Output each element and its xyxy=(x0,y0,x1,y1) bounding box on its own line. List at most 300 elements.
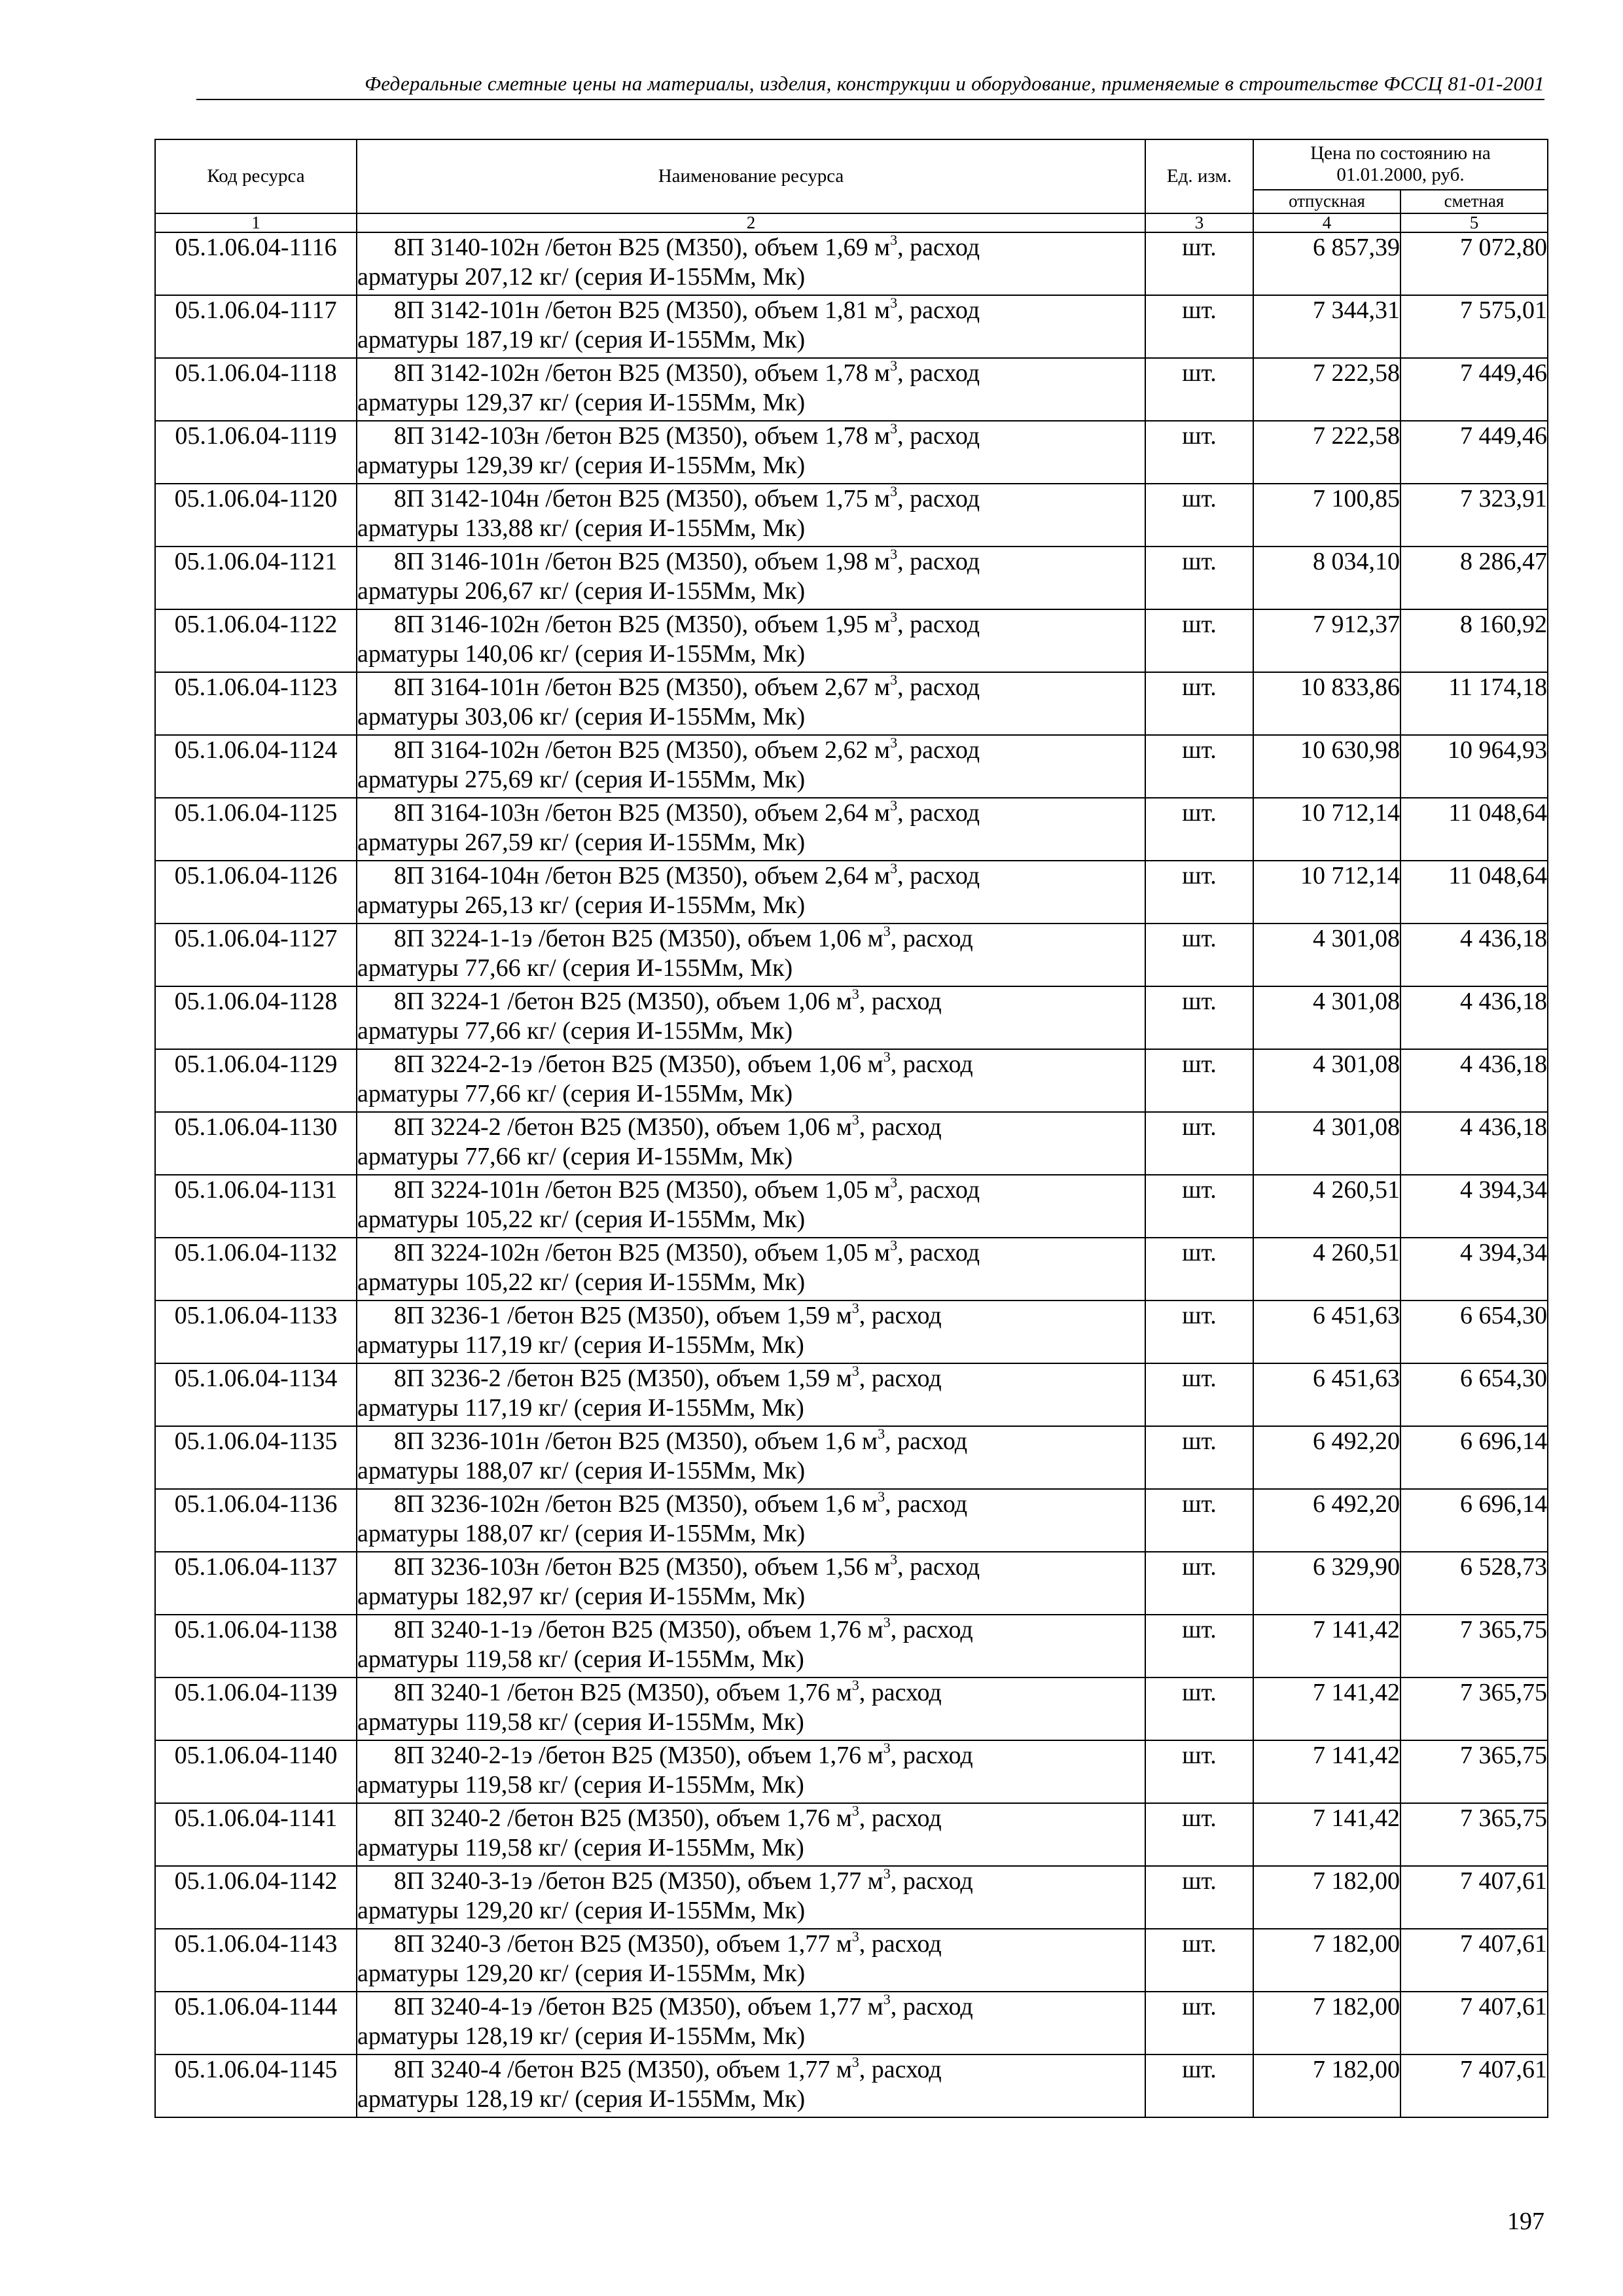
resource-name-line1: 8П 3142-102н /бетон В25 (М350), объем 1,78 м xyxy=(394,359,891,387)
column-number: 4 xyxy=(1253,213,1400,232)
cubic-superscript: 3 xyxy=(890,734,898,751)
estimate-price: 6 696,14 xyxy=(1400,1426,1548,1489)
resource-code: 05.1.06.04-1133 xyxy=(155,1300,357,1363)
resource-name-line1: 8П 3164-102н /бетон В25 (М350), объем 2,62 м xyxy=(394,736,891,764)
resource-code: 05.1.06.04-1128 xyxy=(155,986,357,1049)
header-price-group: Цена по состоянию на 01.01.2000, руб. xyxy=(1253,139,1548,190)
resource-name-line1-tail: , расход xyxy=(890,1992,973,2020)
estimate-price: 4 394,34 xyxy=(1400,1238,1548,1300)
resource-name-line1: 8П 3236-1 /бетон В25 (М350), объем 1,59 м xyxy=(394,1301,852,1329)
resource-name xyxy=(357,1175,1145,1238)
resource-name-line1: 8П 3224-2 /бетон В25 (М350), объем 1,06 м xyxy=(394,1113,852,1141)
resource-code: 05.1.06.04-1137 xyxy=(155,1552,357,1615)
table-row xyxy=(155,1363,1548,1426)
resource-name-line2: арматуры 267,59 кг/ (серия И-155Мм, Мк) xyxy=(357,828,806,856)
resource-name-line2: арматуры 119,58 кг/ (серия И-155Мм, Мк) xyxy=(357,1645,804,1673)
unit-of-measure: шт. xyxy=(1145,421,1253,484)
resource-name-line1-tail: , расход xyxy=(859,1678,942,1706)
resource-name xyxy=(357,924,1145,986)
resource-name-line1: 8П 3240-3-1э /бетон В25 (М350), объем 1,77 м xyxy=(394,1867,883,1895)
cubic-superscript: 3 xyxy=(878,1488,885,1505)
resource-name-line2: арматуры 77,66 кг/ (серия И-155Мм, Мк) xyxy=(357,954,793,982)
release-price: 4 301,08 xyxy=(1253,1049,1400,1112)
resource-name xyxy=(357,1740,1145,1803)
resource-name-line2: арматуры 77,66 кг/ (серия И-155Мм, Мк) xyxy=(357,1016,793,1045)
resource-name-line1-tail: , расход xyxy=(897,1175,980,1204)
table-body xyxy=(155,232,1548,2117)
cubic-superscript: 3 xyxy=(883,1865,891,1882)
cubic-superscript: 3 xyxy=(890,1174,898,1191)
page-number: 197 xyxy=(1507,2208,1544,2235)
unit-of-measure: шт. xyxy=(1145,609,1253,672)
resource-name-line2: арматуры 207,12 кг/ (серия И-155Мм, Мк) xyxy=(357,262,806,291)
cubic-superscript: 3 xyxy=(851,2053,859,2070)
unit-of-measure: шт. xyxy=(1145,484,1253,547)
resource-name-line2: арматуры 275,69 кг/ (серия И-155Мм, Мк) xyxy=(357,765,806,793)
table-row xyxy=(155,1992,1548,2054)
resource-name xyxy=(357,1992,1145,2054)
table-row xyxy=(155,1866,1548,1929)
header-name: Наименование ресурса xyxy=(357,139,1145,213)
cubic-superscript: 3 xyxy=(883,1990,891,2007)
resource-code: 05.1.06.04-1132 xyxy=(155,1238,357,1300)
estimate-price: 11 174,18 xyxy=(1400,672,1548,735)
resource-name-line1-tail: , расход xyxy=(885,1490,968,1518)
resource-name-line1: 8П 3240-1-1э /бетон В25 (М350), объем 1,76 м xyxy=(394,1615,883,1643)
cubic-superscript: 3 xyxy=(851,1299,859,1316)
resource-name xyxy=(357,1677,1145,1740)
table-row xyxy=(155,1489,1548,1552)
release-price: 7 182,00 xyxy=(1253,1929,1400,1992)
release-price: 10 712,14 xyxy=(1253,861,1400,924)
resource-code: 05.1.06.04-1121 xyxy=(155,547,357,609)
resource-name-line1: 8П 3224-1-1э /бетон В25 (М350), объем 1,06 м xyxy=(394,924,883,952)
resource-name-line2: арматуры 303,06 кг/ (серия И-155Мм, Мк) xyxy=(357,702,806,730)
resource-name-line1: 8П 3224-1 /бетон В25 (М350), объем 1,06 м xyxy=(394,987,852,1015)
release-price: 4 260,51 xyxy=(1253,1238,1400,1300)
resource-name xyxy=(357,1615,1145,1677)
resource-name xyxy=(357,1300,1145,1363)
cubic-superscript: 3 xyxy=(890,231,898,248)
table-row xyxy=(155,232,1548,295)
resource-name xyxy=(357,358,1145,421)
resource-name xyxy=(357,1049,1145,1112)
release-price: 4 260,51 xyxy=(1253,1175,1400,1238)
table-row xyxy=(155,547,1548,609)
resource-name-line1-tail: , расход xyxy=(859,987,942,1015)
estimate-price: 4 436,18 xyxy=(1400,986,1548,1049)
release-price: 4 301,08 xyxy=(1253,986,1400,1049)
unit-of-measure: шт. xyxy=(1145,1175,1253,1238)
unit-of-measure: шт. xyxy=(1145,1740,1253,1803)
estimate-price: 7 365,75 xyxy=(1400,1803,1548,1866)
estimate-price: 7 407,61 xyxy=(1400,1866,1548,1929)
resource-name-line1: 8П 3240-1 /бетон В25 (М350), объем 1,76 м xyxy=(394,1678,852,1706)
resource-name-line2: арматуры 265,13 кг/ (серия И-155Мм, Мк) xyxy=(357,891,806,919)
release-price: 7 141,42 xyxy=(1253,1677,1400,1740)
resource-name-line1: 8П 3236-102н /бетон В25 (М350), объем 1,6 м xyxy=(394,1490,878,1518)
resource-code: 05.1.06.04-1125 xyxy=(155,798,357,861)
resource-code: 05.1.06.04-1145 xyxy=(155,2054,357,2117)
resource-name-line1-tail: , расход xyxy=(897,861,980,889)
resource-name-line2: арматуры 77,66 кг/ (серия И-155Мм, Мк) xyxy=(357,1079,793,1107)
cubic-superscript: 3 xyxy=(890,1551,898,1568)
resource-name xyxy=(357,672,1145,735)
estimate-price: 11 048,64 xyxy=(1400,861,1548,924)
unit-of-measure: шт. xyxy=(1145,986,1253,1049)
resource-name-line1: 8П 3240-4 /бетон В25 (М350), объем 1,77 м xyxy=(394,2055,852,2083)
column-number: 2 xyxy=(357,213,1145,232)
release-price: 7 182,00 xyxy=(1253,2054,1400,2117)
release-price: 7 141,42 xyxy=(1253,1615,1400,1677)
table-row xyxy=(155,798,1548,861)
resource-code: 05.1.06.04-1139 xyxy=(155,1677,357,1740)
resource-name xyxy=(357,735,1145,798)
resource-name-line1-tail: , расход xyxy=(890,1050,973,1078)
resource-name-line2: арматуры 129,20 кг/ (серия И-155Мм, Мк) xyxy=(357,1959,806,1987)
unit-of-measure: шт. xyxy=(1145,1615,1253,1677)
cubic-superscript: 3 xyxy=(878,1425,885,1442)
table-row xyxy=(155,672,1548,735)
resource-code: 05.1.06.04-1138 xyxy=(155,1615,357,1677)
resource-name-line1-tail: , расход xyxy=(859,1804,942,1832)
resource-name-line2: арматуры 105,22 кг/ (серия И-155Мм, Мк) xyxy=(357,1268,806,1296)
resource-name-line2: арматуры 119,58 кг/ (серия И-155Мм, Мк) xyxy=(357,1708,804,1736)
resource-name xyxy=(357,1489,1145,1552)
unit-of-measure: шт. xyxy=(1145,2054,1253,2117)
cubic-superscript: 3 xyxy=(890,1236,898,1253)
cubic-superscript: 3 xyxy=(883,1613,891,1630)
release-price: 8 034,10 xyxy=(1253,547,1400,609)
unit-of-measure: шт. xyxy=(1145,1363,1253,1426)
resource-code: 05.1.06.04-1135 xyxy=(155,1426,357,1489)
resource-name-line1-tail: , расход xyxy=(897,1238,980,1266)
unit-of-measure: шт. xyxy=(1145,1489,1253,1552)
release-price: 6 329,90 xyxy=(1253,1552,1400,1615)
resource-code: 05.1.06.04-1118 xyxy=(155,358,357,421)
resource-name-line1-tail: , расход xyxy=(859,1301,942,1329)
cubic-superscript: 3 xyxy=(851,1928,859,1945)
resource-price-table xyxy=(154,139,1548,2118)
estimate-price: 4 394,34 xyxy=(1400,1175,1548,1238)
resource-code: 05.1.06.04-1131 xyxy=(155,1175,357,1238)
unit-of-measure: шт. xyxy=(1145,735,1253,798)
estimate-price: 4 436,18 xyxy=(1400,1112,1548,1175)
resource-name-line1: 8П 3142-101н /бетон В25 (М350), объем 1,81 м xyxy=(394,296,891,324)
column-number: 3 xyxy=(1145,213,1253,232)
resource-name-line1: 8П 3164-101н /бетон В25 (М350), объем 2,67 м xyxy=(394,673,891,701)
release-price: 6 857,39 xyxy=(1253,232,1400,295)
cubic-superscript: 3 xyxy=(890,482,898,499)
release-price: 7 141,42 xyxy=(1253,1740,1400,1803)
unit-of-measure: шт. xyxy=(1145,1803,1253,1866)
table-row xyxy=(155,1300,1548,1363)
estimate-price: 10 964,93 xyxy=(1400,735,1548,798)
table-row xyxy=(155,2054,1548,2117)
table-row xyxy=(155,358,1548,421)
table-row xyxy=(155,1803,1548,1866)
header-code: Код ресурса xyxy=(155,139,357,213)
resource-code: 05.1.06.04-1141 xyxy=(155,1803,357,1866)
header-estimate-price: сметная xyxy=(1400,190,1548,213)
resource-name-line1-tail: , расход xyxy=(859,1364,942,1392)
estimate-price: 7 072,80 xyxy=(1400,232,1548,295)
cubic-superscript: 3 xyxy=(851,1802,859,1819)
resource-name-line1: 8П 3240-4-1э /бетон В25 (М350), объем 1,77 м xyxy=(394,1992,883,2020)
resource-name-line1: 8П 3240-2-1э /бетон В25 (М350), объем 1,76 м xyxy=(394,1741,883,1769)
estimate-price: 7 449,46 xyxy=(1400,421,1548,484)
unit-of-measure: шт. xyxy=(1145,1112,1253,1175)
cubic-superscript: 3 xyxy=(890,357,898,374)
resource-code: 05.1.06.04-1144 xyxy=(155,1992,357,2054)
unit-of-measure: шт. xyxy=(1145,1300,1253,1363)
resource-code: 05.1.06.04-1123 xyxy=(155,672,357,735)
resource-name xyxy=(357,232,1145,295)
resource-name-line1-tail: , расход xyxy=(859,1113,942,1141)
estimate-price: 6 528,73 xyxy=(1400,1552,1548,1615)
estimate-price: 6 654,30 xyxy=(1400,1363,1548,1426)
header-release-price: отпускная xyxy=(1253,190,1400,213)
resource-name-line1: 8П 3236-2 /бетон В25 (М350), объем 1,59 м xyxy=(394,1364,852,1392)
cubic-superscript: 3 xyxy=(851,1362,859,1379)
unit-of-measure: шт. xyxy=(1145,1552,1253,1615)
resource-name-line2: арматуры 140,06 кг/ (серия И-155Мм, Мк) xyxy=(357,639,806,668)
table-row xyxy=(155,609,1548,672)
table-row xyxy=(155,1615,1548,1677)
unit-of-measure: шт. xyxy=(1145,358,1253,421)
resource-name-line2: арматуры 117,19 кг/ (серия И-155Мм, Мк) xyxy=(357,1393,804,1422)
resource-name xyxy=(357,1426,1145,1489)
release-price: 7 100,85 xyxy=(1253,484,1400,547)
cubic-superscript: 3 xyxy=(890,420,898,437)
resource-name xyxy=(357,609,1145,672)
resource-name-line1: 8П 3240-2 /бетон В25 (М350), объем 1,76 м xyxy=(394,1804,852,1832)
column-number: 1 xyxy=(155,213,357,232)
release-price: 6 492,20 xyxy=(1253,1489,1400,1552)
table-row xyxy=(155,735,1548,798)
resource-name-line2: арматуры 188,07 кг/ (серия И-155Мм, Мк) xyxy=(357,1519,806,1547)
resource-name xyxy=(357,1803,1145,1866)
resource-name-line2: арматуры 133,88 кг/ (серия И-155Мм, Мк) xyxy=(357,514,806,542)
resource-name-line2: арматуры 129,20 кг/ (серия И-155Мм, Мк) xyxy=(357,1896,806,1924)
unit-of-measure: шт. xyxy=(1145,1992,1253,2054)
resource-code: 05.1.06.04-1140 xyxy=(155,1740,357,1803)
estimate-price: 7 407,61 xyxy=(1400,1992,1548,2054)
resource-name-line2: арматуры 77,66 кг/ (серия И-155Мм, Мк) xyxy=(357,1142,793,1170)
estimate-price: 4 436,18 xyxy=(1400,924,1548,986)
resource-name-line1-tail: , расход xyxy=(885,1427,968,1455)
resource-name-line1: 8П 3164-103н /бетон В25 (М350), объем 2,64 м xyxy=(394,798,891,827)
resource-name-line1: 8П 3140-102н /бетон В25 (М350), объем 1,69 м xyxy=(394,233,891,261)
resource-code: 05.1.06.04-1116 xyxy=(155,232,357,295)
resource-name xyxy=(357,986,1145,1049)
table-row xyxy=(155,1175,1548,1238)
running-header: Федеральные сметные цены на материалы, изделия, конструкции и оборудование, применяемые в строительстве ФССЦ 81-01-2001 xyxy=(196,73,1544,100)
resource-name-line1: 8П 3236-101н /бетон В25 (М350), объем 1,6 м xyxy=(394,1427,878,1455)
table-row xyxy=(155,1049,1548,1112)
header-unit: Ед. изм. xyxy=(1145,139,1253,213)
resource-name-line1: 8П 3142-104н /бетон В25 (М350), объем 1,75 м xyxy=(394,484,891,512)
unit-of-measure: шт. xyxy=(1145,1866,1253,1929)
estimate-price: 4 436,18 xyxy=(1400,1049,1548,1112)
resource-name xyxy=(357,1112,1145,1175)
cubic-superscript: 3 xyxy=(851,1676,859,1693)
estimate-price: 7 407,61 xyxy=(1400,1929,1548,1992)
resource-name xyxy=(357,295,1145,358)
release-price: 10 833,86 xyxy=(1253,672,1400,735)
estimate-price: 7 365,75 xyxy=(1400,1615,1548,1677)
estimate-price: 6 654,30 xyxy=(1400,1300,1548,1363)
cubic-superscript: 3 xyxy=(883,922,891,939)
resource-code: 05.1.06.04-1143 xyxy=(155,1929,357,1992)
resource-code: 05.1.06.04-1117 xyxy=(155,295,357,358)
resource-name-line1-tail: , расход xyxy=(897,359,980,387)
release-price: 4 301,08 xyxy=(1253,1112,1400,1175)
estimate-price: 8 286,47 xyxy=(1400,547,1548,609)
cubic-superscript: 3 xyxy=(890,545,898,562)
resource-name-line1-tail: , расход xyxy=(897,296,980,324)
estimate-price: 7 365,75 xyxy=(1400,1677,1548,1740)
resource-name-line1: 8П 3146-102н /бетон В25 (М350), объем 1,95 м xyxy=(394,610,891,638)
resource-name-line1: 8П 3164-104н /бетон В25 (М350), объем 2,64 м xyxy=(394,861,891,889)
resource-name-line1-tail: , расход xyxy=(859,1929,942,1958)
resource-name-line1-tail: , расход xyxy=(890,1615,973,1643)
table-row xyxy=(155,1740,1548,1803)
unit-of-measure: шт. xyxy=(1145,798,1253,861)
resource-name-line1-tail: , расход xyxy=(890,1741,973,1769)
resource-name-line1: 8П 3240-3 /бетон В25 (М350), объем 1,77 м xyxy=(394,1929,852,1958)
table-row xyxy=(155,1677,1548,1740)
resource-name-line1-tail: , расход xyxy=(897,610,980,638)
table-row xyxy=(155,421,1548,484)
resource-name xyxy=(357,547,1145,609)
resource-code: 05.1.06.04-1122 xyxy=(155,609,357,672)
estimate-price: 7 323,91 xyxy=(1400,484,1548,547)
unit-of-measure: шт. xyxy=(1145,1929,1253,1992)
table-row xyxy=(155,1552,1548,1615)
resource-name-line1-tail: , расход xyxy=(859,2055,942,2083)
release-price: 10 630,98 xyxy=(1253,735,1400,798)
unit-of-measure: шт. xyxy=(1145,924,1253,986)
table-row xyxy=(155,484,1548,547)
unit-of-measure: шт. xyxy=(1145,1049,1253,1112)
resource-name-line2: арматуры 128,19 кг/ (серия И-155Мм, Мк) xyxy=(357,2085,806,2113)
cubic-superscript: 3 xyxy=(890,797,898,814)
resource-code: 05.1.06.04-1127 xyxy=(155,924,357,986)
release-price: 7 141,42 xyxy=(1253,1803,1400,1866)
cubic-superscript: 3 xyxy=(883,1048,891,1065)
resource-code: 05.1.06.04-1124 xyxy=(155,735,357,798)
resource-name-line2: арматуры 128,19 кг/ (серия И-155Мм, Мк) xyxy=(357,2022,806,2050)
release-price: 7 222,58 xyxy=(1253,421,1400,484)
resource-name-line2: арматуры 129,39 кг/ (серия И-155Мм, Мк) xyxy=(357,451,806,479)
table-row xyxy=(155,1929,1548,1992)
resource-name-line1: 8П 3142-103н /бетон В25 (М350), объем 1,78 м xyxy=(394,422,891,450)
resource-name-line2: арматуры 182,97 кг/ (серия И-155Мм, Мк) xyxy=(357,1582,806,1610)
unit-of-measure: шт. xyxy=(1145,547,1253,609)
cubic-superscript: 3 xyxy=(890,294,898,311)
unit-of-measure: шт. xyxy=(1145,861,1253,924)
unit-of-measure: шт. xyxy=(1145,672,1253,735)
column-number: 5 xyxy=(1400,213,1548,232)
resource-name-line2: арматуры 119,58 кг/ (серия И-155Мм, Мк) xyxy=(357,1833,804,1861)
resource-name-line1-tail: , расход xyxy=(890,1867,973,1895)
unit-of-measure: шт. xyxy=(1145,1677,1253,1740)
estimate-price: 11 048,64 xyxy=(1400,798,1548,861)
resource-name-line1-tail: , расход xyxy=(897,798,980,827)
resource-code: 05.1.06.04-1119 xyxy=(155,421,357,484)
resource-name xyxy=(357,421,1145,484)
resource-code: 05.1.06.04-1126 xyxy=(155,861,357,924)
resource-name xyxy=(357,1929,1145,1992)
unit-of-measure: шт. xyxy=(1145,1426,1253,1489)
resource-name xyxy=(357,1363,1145,1426)
table-row xyxy=(155,1238,1548,1300)
resource-name-line2: арматуры 187,19 кг/ (серия И-155Мм, Мк) xyxy=(357,325,806,353)
resource-name-line2: арматуры 119,58 кг/ (серия И-155Мм, Мк) xyxy=(357,1770,804,1799)
resource-name-line2: арматуры 105,22 кг/ (серия И-155Мм, Мк) xyxy=(357,1205,806,1233)
resource-name xyxy=(357,1866,1145,1929)
release-price: 6 492,20 xyxy=(1253,1426,1400,1489)
release-price: 7 222,58 xyxy=(1253,358,1400,421)
table-row xyxy=(155,986,1548,1049)
estimate-price: 7 407,61 xyxy=(1400,2054,1548,2117)
resource-code: 05.1.06.04-1134 xyxy=(155,1363,357,1426)
resource-name-line2: арматуры 206,67 кг/ (серия И-155Мм, Мк) xyxy=(357,577,806,605)
resource-name xyxy=(357,1238,1145,1300)
release-price: 7 182,00 xyxy=(1253,1866,1400,1929)
estimate-price: 7 449,46 xyxy=(1400,358,1548,421)
resource-code: 05.1.06.04-1142 xyxy=(155,1866,357,1929)
estimate-price: 7 365,75 xyxy=(1400,1740,1548,1803)
resource-name-line1-tail: , расход xyxy=(897,484,980,512)
resource-name xyxy=(357,484,1145,547)
resource-name-line1-tail: , расход xyxy=(897,547,980,575)
cubic-superscript: 3 xyxy=(890,859,898,876)
release-price: 4 301,08 xyxy=(1253,924,1400,986)
resource-name xyxy=(357,1552,1145,1615)
estimate-price: 7 575,01 xyxy=(1400,295,1548,358)
estimate-price: 8 160,92 xyxy=(1400,609,1548,672)
resource-name-line1-tail: , расход xyxy=(897,736,980,764)
resource-name-line1: 8П 3236-103н /бетон В25 (М350), объем 1,56 м xyxy=(394,1552,891,1581)
release-price: 6 451,63 xyxy=(1253,1300,1400,1363)
resource-code: 05.1.06.04-1129 xyxy=(155,1049,357,1112)
unit-of-measure: шт. xyxy=(1145,295,1253,358)
resource-name xyxy=(357,798,1145,861)
unit-of-measure: шт. xyxy=(1145,232,1253,295)
release-price: 7 344,31 xyxy=(1253,295,1400,358)
resource-name-line1-tail: , расход xyxy=(897,233,980,261)
resource-name-line1: 8П 3224-2-1э /бетон В25 (М350), объем 1,06 м xyxy=(394,1050,883,1078)
resource-name-line1: 8П 3224-102н /бетон В25 (М350), объем 1,05 м xyxy=(394,1238,891,1266)
resource-code: 05.1.06.04-1120 xyxy=(155,484,357,547)
resource-name-line1-tail: , расход xyxy=(897,673,980,701)
estimate-price: 6 696,14 xyxy=(1400,1489,1548,1552)
resource-name-line1: 8П 3224-101н /бетон В25 (М350), объем 1,05 м xyxy=(394,1175,891,1204)
cubic-superscript: 3 xyxy=(851,985,859,1002)
resource-name-line1: 8П 3146-101н /бетон В25 (М350), объем 1,98 м xyxy=(394,547,891,575)
resource-code: 05.1.06.04-1130 xyxy=(155,1112,357,1175)
release-price: 10 712,14 xyxy=(1253,798,1400,861)
resource-code: 05.1.06.04-1136 xyxy=(155,1489,357,1552)
resource-name xyxy=(357,861,1145,924)
cubic-superscript: 3 xyxy=(890,671,898,688)
table-row xyxy=(155,1426,1548,1489)
cubic-superscript: 3 xyxy=(890,608,898,625)
resource-name xyxy=(357,2054,1145,2117)
release-price: 6 451,63 xyxy=(1253,1363,1400,1426)
